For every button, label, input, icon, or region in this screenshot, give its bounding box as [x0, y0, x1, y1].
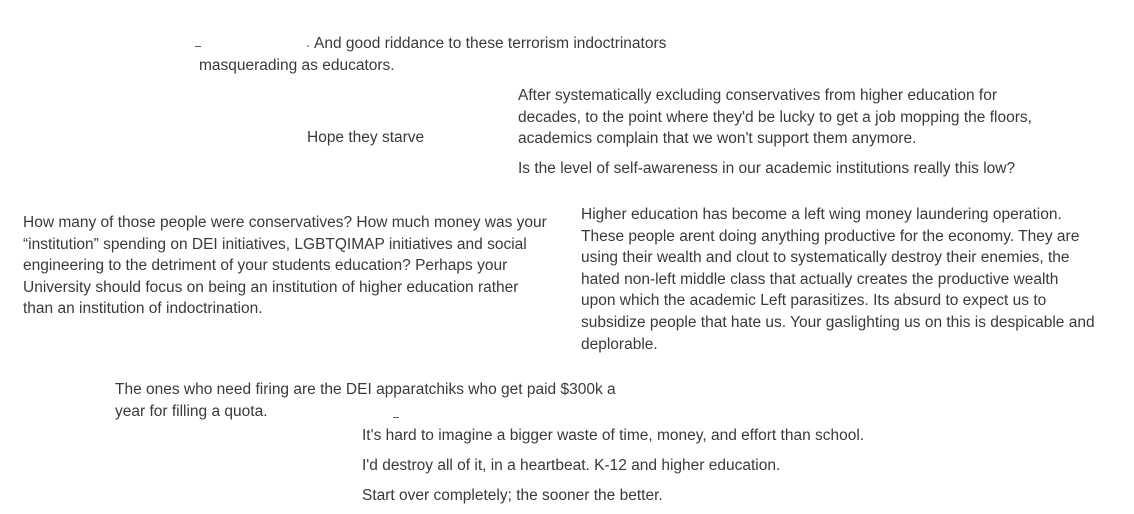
comment-line: How many of those people were conservatives? How much money was your: [23, 214, 547, 231]
paragraph-gap: [518, 150, 1078, 159]
comment-line: upon which the academic Left parasitizes. Its absurd to expect us to: [581, 292, 1047, 310]
comment-line: than an institution of indoctrination.: [23, 300, 263, 318]
comment-line: It's hard to imagine a bigger waste of time, money, and effort than school.: [362, 427, 865, 444]
comment-line: engineering to the detriment of your students education? Perhaps your: [23, 257, 508, 275]
comment-money-laundering: [581, 204, 1126, 355]
comment-text: [23, 212, 583, 320]
comment-paragraph: [518, 158, 1078, 180]
comment-line: academics complain that we won't support them anymore.: [518, 130, 917, 148]
comment-line-text: And good riddance to these terrorism indoctrinators: [314, 35, 667, 52]
comment-line: After systematically excluding conservatives from higher education for: [518, 87, 997, 104]
comment-good-riddance: [199, 33, 719, 76]
comment-line: decades, to the point where they'd be lucky to get a job mopping the floors,: [518, 108, 1032, 126]
comment-paragraph: [362, 485, 962, 507]
comment-line: Is the level of self-awareness in our academic institutions really this low?: [518, 160, 1016, 178]
comment-line: Start over completely; the sooner the better.: [362, 486, 663, 504]
comment-line: “institution” spending on DEI initiatives, LGBTQIMAP initiatives and social: [23, 235, 527, 253]
comment-text: [581, 204, 1126, 355]
dash-mark: [195, 46, 201, 47]
comment-paragraph: [362, 455, 962, 477]
comment-line: I'd destroy all of it, in a heartbeat. K-12 and higher education.: [362, 456, 781, 474]
comment-line: deplorable.: [581, 335, 658, 353]
comment-line: subsidize people that hate us. Your gaslighting us on this is despicable and: [581, 313, 1095, 331]
comment-line: masquerading as educators.: [199, 56, 395, 74]
dot-mark: [307, 45, 309, 47]
comment-line: Higher education has become a left wing money laundering operation.: [581, 206, 1062, 223]
comment-text: [199, 33, 719, 76]
comment-line: hated non-left middle class that actually creates the productive wealth: [581, 270, 1059, 288]
comment-line: year for filling a quota.: [115, 402, 268, 420]
comment-paragraph: [518, 85, 1078, 150]
comment-line: University should focus on being an institution of higher education rather: [23, 278, 519, 296]
comment-line: using their wealth and clout to systematically destroy their enemies, the: [581, 249, 1070, 267]
comment-waste-of-time: [362, 425, 962, 507]
comment-hope-they-starve: [307, 127, 424, 149]
comment-line: The ones who need firing are the DEI apparatchiks who get paid $300k a: [115, 381, 616, 398]
comment-text: [115, 379, 675, 422]
dash-mark: [393, 417, 399, 418]
comment-line: [199, 33, 719, 55]
comment-how-many-conservatives: [23, 212, 583, 320]
comment-self-awareness: [518, 85, 1078, 180]
comment-line: Hope they starve: [307, 129, 425, 146]
comment-dei-apparatchiks: [115, 379, 675, 422]
comment-text: [307, 127, 424, 149]
comment-paragraph: [362, 425, 962, 447]
comment-line: These people arent doing anything productive for the economy. They are: [581, 227, 1080, 245]
